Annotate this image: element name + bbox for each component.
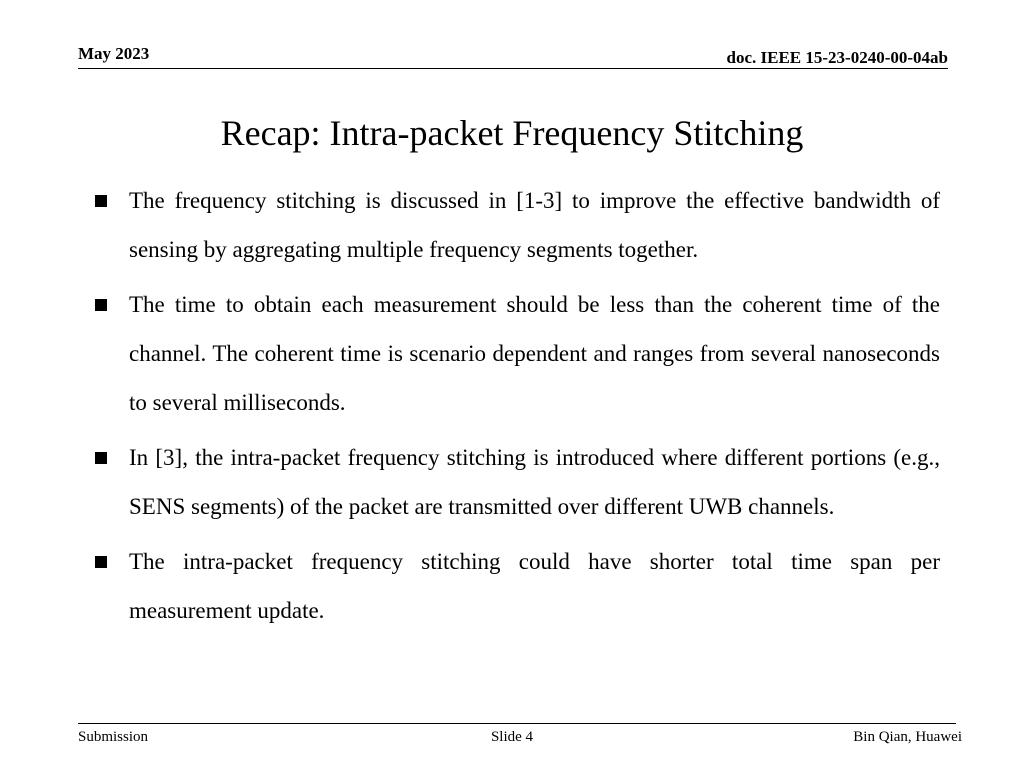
footer-divider	[78, 723, 956, 724]
bullet-item	[94, 433, 940, 531]
bullet-list	[94, 176, 940, 641]
bullet-text: The intra-packet frequency stitching could have shorter total time span per measurement update.	[129, 549, 940, 623]
header-doc-id: doc. IEEE 15-23-0240-00-04ab	[726, 48, 948, 67]
square-bullet-icon	[95, 556, 107, 568]
square-bullet-icon	[95, 195, 107, 207]
square-bullet-icon	[95, 299, 107, 311]
slide-title: Recap: Intra-packet Frequency Stitching	[220, 113, 804, 153]
bullet-text: In [3], the intra-packet frequency stitching is introduced where different portions (e.g., SENS segments) of the packet are transmitted over different UWB channels.	[129, 445, 940, 519]
bullet-item	[94, 280, 940, 427]
header-date: May 2023	[78, 44, 150, 63]
footer-submission: Submission	[78, 729, 149, 745]
bullet-text: The time to obtain each measurement should be less than the coherent time of the channel. The coherent time is scenario dependent and ranges from several nanoseconds to several milliseconds.	[129, 292, 940, 415]
footer-author: Bin Qian, Huawei	[853, 729, 962, 745]
bullet-item	[94, 537, 940, 635]
square-bullet-icon	[95, 452, 107, 464]
bullet-text: The frequency stitching is discussed in [1-3] to improve the effective bandwidth of sensing by aggregating multiple frequency segments together.	[129, 188, 940, 262]
footer-slide-number: Slide 4	[490, 729, 534, 745]
header-divider	[78, 68, 948, 69]
bullet-item	[94, 176, 940, 274]
